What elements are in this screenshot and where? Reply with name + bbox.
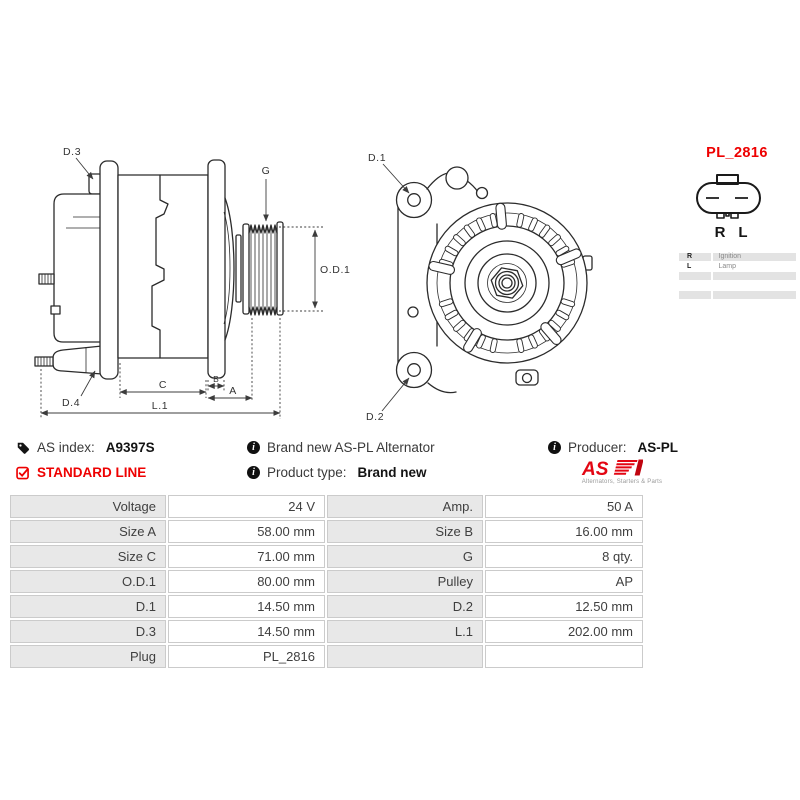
spec-value: 50 A	[485, 495, 643, 518]
dim-label-od1: O.D.1	[320, 264, 351, 276]
spec-label: D.1	[10, 595, 166, 618]
spec-value: 14.50 mm	[168, 595, 325, 618]
producer-row	[548, 440, 678, 455]
spec-label: Size C	[10, 545, 166, 568]
product-type-row	[247, 465, 427, 480]
legend-key: L	[687, 262, 692, 270]
spec-label: Size A	[10, 520, 166, 543]
producer-label: Producer:	[568, 440, 627, 455]
legend-value	[713, 282, 797, 290]
tag-icon	[16, 441, 30, 455]
spec-label: D.2	[327, 595, 483, 618]
spec-value: AP	[485, 570, 643, 593]
legend-key	[679, 272, 711, 280]
as-pl-logo-tagline: Alternators, Starters & Parts	[581, 479, 663, 485]
plug-pin-l-label: L	[738, 224, 748, 241]
spec-value: 12.50 mm	[485, 595, 643, 618]
dim-label-g: G	[261, 165, 271, 177]
dim-label-d2: D.2	[366, 411, 385, 423]
spec-row	[10, 570, 643, 593]
legend-value: Lamp	[718, 262, 737, 270]
technical-drawing	[0, 130, 660, 440]
spec-row	[10, 595, 643, 618]
as-index-label: AS index:	[37, 440, 95, 455]
as-index-row	[16, 440, 155, 455]
spec-value: 24 V	[168, 495, 325, 518]
plug-connector-icon	[686, 167, 786, 242]
spec-row	[10, 495, 643, 518]
spec-label: Pulley	[327, 570, 483, 593]
spec-value: 58.00 mm	[168, 520, 325, 543]
spec-row	[10, 645, 643, 668]
plug-code-title: PL_2816	[706, 145, 768, 161]
side-view-drawing	[35, 146, 350, 419]
plug-pin-r-label: R	[714, 224, 726, 241]
dim-label-a: A	[229, 385, 237, 397]
info-icon: i	[247, 441, 260, 454]
checked-checkbox-icon	[16, 466, 30, 480]
dim-label-d4: D.4	[62, 397, 81, 409]
brand-new-row	[247, 440, 435, 455]
info-icon: i	[548, 441, 561, 454]
spec-row	[10, 545, 643, 568]
brand-new-text: Brand new AS-PL Alternator	[267, 440, 435, 455]
legend-row	[679, 282, 796, 290]
as-pl-logo-mark	[581, 458, 643, 479]
info-icon: i	[247, 466, 260, 479]
spec-label: D.3	[10, 620, 166, 643]
producer-value: AS-PL	[637, 440, 679, 455]
spec-value: 71.00 mm	[168, 545, 325, 568]
standard-line-label: STANDARD LINE	[37, 465, 147, 480]
as-pl-logo	[581, 458, 663, 485]
spec-label: Size B	[327, 520, 483, 543]
spec-table	[8, 493, 645, 670]
legend-value: Ignition	[713, 253, 797, 261]
dim-label-d1: D.1	[368, 152, 387, 164]
legend-row	[679, 291, 796, 299]
spec-label: G	[327, 545, 483, 568]
legend-key	[679, 282, 711, 290]
spec-row	[10, 620, 643, 643]
front-view-drawing	[366, 152, 592, 423]
plug-pin-legend	[679, 253, 796, 301]
legend-value	[713, 272, 797, 280]
as-index-value: A9397S	[105, 440, 155, 455]
legend-key	[679, 291, 711, 299]
product-type-value: Brand new	[357, 465, 427, 480]
spec-label: Voltage	[10, 495, 166, 518]
dim-label-c: C	[158, 379, 168, 391]
legend-key: R	[679, 253, 711, 261]
spec-label: L.1	[327, 620, 483, 643]
spec-value: 80.00 mm	[168, 570, 325, 593]
dim-label-b: B	[213, 374, 219, 384]
dim-label-d3: D.3	[63, 146, 82, 158]
spec-value: PL_2816	[168, 645, 325, 668]
spec-row	[10, 520, 643, 543]
spec-label: O.D.1	[10, 570, 166, 593]
spec-label	[327, 645, 483, 668]
as-pl-logo-text: AS	[582, 459, 609, 479]
legend-row	[679, 253, 796, 261]
product-type-label: Product type:	[267, 465, 347, 480]
spec-value: 14.50 mm	[168, 620, 325, 643]
legend-row	[679, 263, 796, 271]
standard-line-row	[16, 465, 146, 480]
spec-label: Plug	[10, 645, 166, 668]
spec-value: 202.00 mm	[485, 620, 643, 643]
legend-value	[713, 291, 797, 299]
spec-value: 8 qty.	[485, 545, 643, 568]
spec-value	[485, 645, 643, 668]
spec-value: 16.00 mm	[485, 520, 643, 543]
legend-row	[679, 272, 796, 280]
spec-label: Amp.	[327, 495, 483, 518]
dim-label-l1: L.1	[151, 400, 169, 412]
